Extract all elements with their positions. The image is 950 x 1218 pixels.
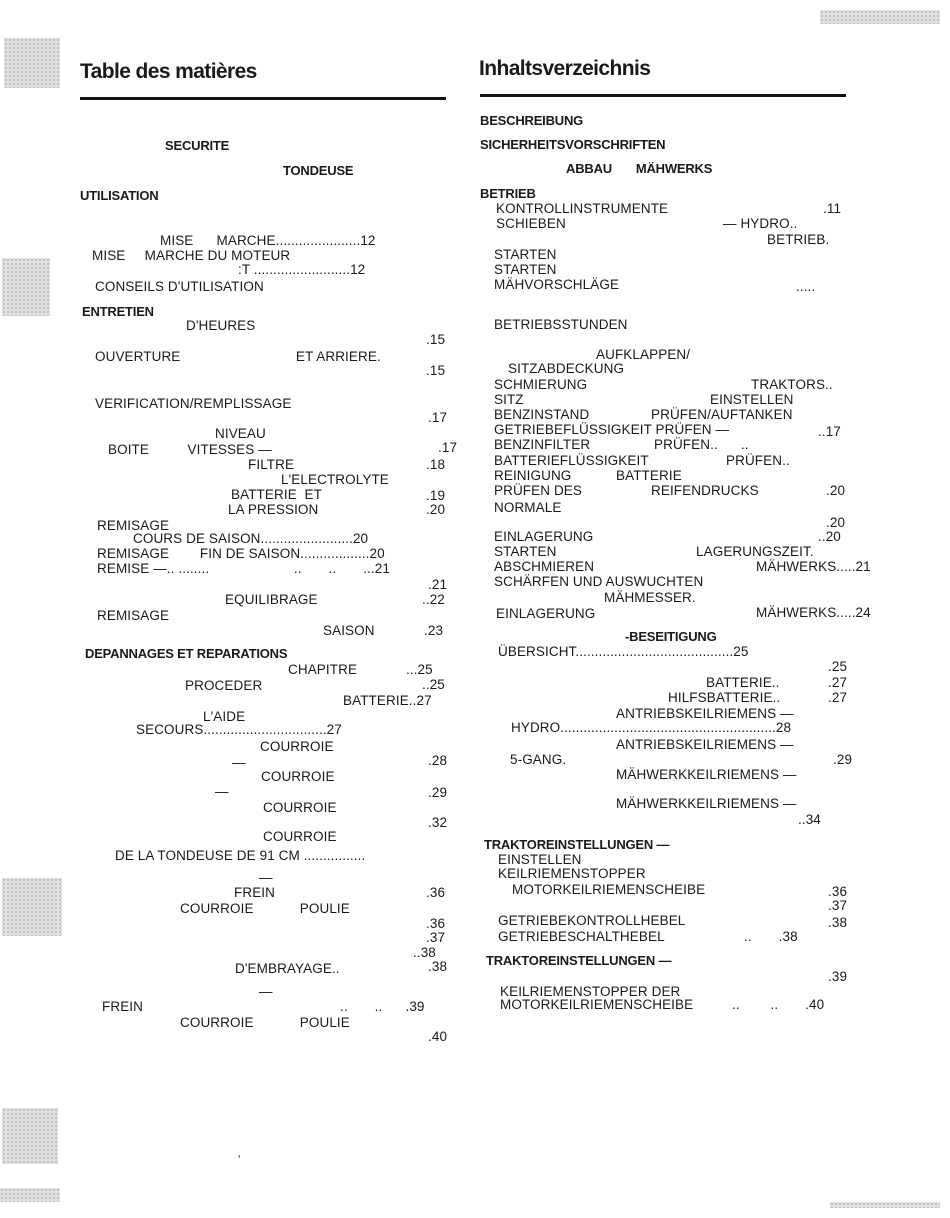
toc-line: .37: [828, 898, 848, 913]
toc-line: NORMALE: [494, 500, 562, 515]
toc-line: .32: [428, 815, 448, 830]
toc-line: —: [215, 784, 229, 799]
toc-line: KEILRIEMENSTOPPER DER: [500, 984, 681, 999]
toc-line: REMISAGE: [97, 608, 170, 623]
toc-line: .18: [426, 457, 446, 472]
toc-line: STARTEN: [494, 262, 557, 277]
toc-line: .17: [428, 410, 448, 425]
toc-line: ..20: [818, 529, 841, 544]
toc-line: SITZABDECKUNG: [508, 361, 625, 376]
toc-line: BATTERIE: [616, 468, 682, 483]
toc-line: SECURITE: [165, 138, 230, 153]
toc-line: TRAKTORS..: [751, 377, 833, 392]
toc-line: PRÜFEN DES: [494, 483, 583, 498]
toc-line: .38: [828, 915, 848, 930]
toc-line: EQUILIBRAGE: [225, 592, 318, 607]
toc-line: SITZ: [494, 392, 524, 407]
toc-line: TRAKTOREINSTELLUNGEN —: [484, 837, 670, 852]
toc-line: REINIGUNG: [494, 468, 572, 483]
toc-line: COURROIE POULIE: [180, 901, 350, 916]
toc-line: EINLAGERUNG: [496, 606, 596, 621]
toc-line: L'ELECTROLYTE: [281, 472, 389, 487]
toc-line: MISE MARCHE DU MOTEUR: [92, 248, 291, 263]
toc-line: UTILISATION: [80, 188, 159, 203]
stray-scan-mark: ': [238, 1152, 241, 1167]
french-toc-column: [0, 0, 470, 1218]
toc-line: ANTRIEBSKEILRIEMENS —: [616, 737, 794, 752]
toc-line: SCHIEBEN: [496, 216, 566, 231]
toc-line: MÄHVORSCHLÄGE: [494, 277, 620, 292]
toc-line: ..38: [413, 945, 436, 960]
toc-line: .36: [426, 916, 446, 931]
toc-line: VERIFICATION/REMPLISSAGE: [95, 396, 292, 411]
toc-line: DE LA TONDEUSE DE 91 CM ................: [115, 848, 366, 863]
toc-line: ...25: [406, 662, 433, 677]
toc-line: OUVERTURE ET ARRIERE.: [95, 349, 381, 364]
toc-line: MOTORKEILRIEMENSCHEIBE: [512, 882, 706, 897]
toc-line: — HYDRO..: [723, 216, 798, 231]
toc-line: GETRIEBEFLÜSSIGKEIT PRÜFEN —: [494, 422, 730, 437]
toc-line: .. .. .40: [732, 997, 825, 1012]
toc-line: TRAKTOREINSTELLUNGEN —: [486, 953, 672, 968]
toc-line: COURROIE: [263, 829, 337, 844]
toc-line: COURROIE: [260, 739, 334, 754]
toc-line: .27: [828, 675, 848, 690]
toc-line: ENTRETIEN: [82, 304, 154, 319]
toc-line: HILFSBATTERIE..: [668, 690, 781, 705]
toc-line: REMISAGE FIN DE SAISON..................20: [97, 546, 385, 561]
toc-line: MÄHMESSER.: [604, 590, 696, 605]
toc-line: .. .. .39: [340, 999, 425, 1014]
toc-line: SAISON: [323, 623, 375, 638]
toc-line: ..22: [422, 592, 445, 607]
toc-line: NIVEAU: [215, 426, 266, 441]
toc-line: .29: [833, 752, 853, 767]
toc-line: .40: [428, 1029, 448, 1044]
toc-line: MÄHWERKS.....21: [756, 559, 871, 574]
toc-line: :T .........................12: [238, 262, 366, 277]
toc-line: ÜBERSICHT.........................................25: [498, 644, 749, 659]
toc-line: GETRIEBESCHALTHEBEL: [498, 929, 665, 944]
toc-line: —: [232, 755, 246, 770]
toc-line: .37: [426, 930, 446, 945]
toc-line: .39: [828, 969, 848, 984]
toc-line: .15: [426, 363, 446, 378]
toc-line: SCHMIERUNG: [494, 377, 588, 392]
toc-line: .15: [426, 332, 446, 347]
toc-line: COURROIE: [263, 800, 337, 815]
toc-line: SICHERHEITSVORSCHRIFTEN: [480, 137, 666, 152]
toc-line: BETRIEB: [480, 186, 536, 201]
toc-line: KEILRIEMENSTOPPER: [498, 866, 646, 881]
toc-line: REMISE —.. ........ .. .. ...21: [97, 561, 390, 576]
toc-line: MÄHWERKKEILRIEMENS —: [616, 767, 797, 782]
toc-line: PRÜFEN.. ..: [654, 437, 749, 452]
toc-line: STARTEN: [494, 544, 557, 559]
toc-line: BATTERIE..: [706, 675, 780, 690]
toc-line: MOTORKEILRIEMENSCHEIBE: [500, 997, 694, 1012]
toc-line: PRÜFEN..: [726, 453, 790, 468]
french-title-rule: [80, 97, 446, 100]
toc-line: .19: [426, 488, 446, 503]
toc-line: MISE MARCHE......................12: [160, 233, 376, 248]
toc-line: LAGERUNGSZEIT.: [696, 544, 814, 559]
toc-line: SCHÄRFEN UND AUSWUCHTEN: [494, 574, 704, 589]
toc-line: L'AIDE: [203, 709, 246, 724]
toc-line: COURROIE: [261, 769, 335, 784]
toc-line: BENZINFILTER: [494, 437, 591, 452]
toc-line: MÄHWERKKEILRIEMENS —: [616, 796, 797, 811]
toc-line: —: [259, 870, 273, 885]
toc-line: D'EMBRAYAGE..: [235, 961, 340, 976]
toc-line: BENZINSTAND: [494, 407, 590, 422]
toc-line: GETRIEBEKONTROLLHEBEL: [498, 913, 686, 928]
toc-line: REMISAGE: [97, 518, 170, 533]
toc-line: FREIN: [102, 999, 143, 1014]
toc-line: BATTERIE..27: [343, 693, 432, 708]
toc-line: BATTERIEFLÜSSIGKEIT: [494, 453, 649, 468]
toc-line: BETRIEBSSTUNDEN: [494, 317, 628, 332]
toc-line: BATTERIE ET: [231, 487, 322, 502]
toc-line: 5-GANG.: [510, 752, 567, 767]
toc-line: .17: [438, 440, 458, 455]
toc-line: EINLAGERUNG: [494, 529, 594, 544]
toc-line: REIFENDRUCKS: [651, 483, 759, 498]
toc-line: PRÜFEN/AUFTANKEN: [651, 407, 793, 422]
toc-line: —: [259, 984, 273, 999]
toc-line: EINSTELLEN: [710, 392, 794, 407]
toc-line: .20: [826, 483, 846, 498]
toc-line: HYDRO........................................................28: [511, 720, 792, 735]
toc-line: .38: [428, 959, 448, 974]
toc-line: COURS DE SAISON........................20: [133, 531, 369, 546]
toc-line: PROCEDER: [185, 678, 263, 693]
toc-line: ..25: [422, 677, 445, 692]
toc-line: ABBAU MÄHWERKS: [566, 161, 713, 176]
toc-line: .36: [426, 885, 446, 900]
toc-line: .21: [428, 577, 448, 592]
toc-line: .. .38: [744, 929, 798, 944]
toc-line: BOITE VITESSES —: [108, 442, 272, 457]
german-title-rule: [480, 94, 846, 97]
toc-line: .23: [424, 623, 444, 638]
toc-line: D'HEURES: [186, 318, 256, 333]
toc-line: .20: [426, 502, 446, 517]
toc-line: COURROIE POULIE: [180, 1015, 350, 1030]
toc-line: BETRIEB.: [767, 232, 830, 247]
toc-line: .27: [828, 690, 848, 705]
toc-line: FILTRE: [248, 457, 295, 472]
toc-line: FREIN: [234, 885, 275, 900]
german-toc-column: [470, 0, 950, 1218]
toc-line: EINSTELLEN: [498, 852, 582, 867]
toc-line: ..34: [798, 812, 821, 827]
toc-line: .36: [828, 884, 848, 899]
toc-line: LA PRESSION: [228, 502, 319, 517]
toc-line: ..17: [818, 424, 841, 439]
toc-line: -BESEITIGUNG: [625, 629, 717, 644]
toc-line: .20: [826, 515, 846, 530]
toc-line: .....: [796, 279, 816, 294]
french-toc-title: Table des matières: [80, 60, 257, 83]
toc-line: ANTRIEBSKEILRIEMENS —: [616, 706, 794, 721]
toc-line: CONSEILS D'UTILISATION: [95, 279, 264, 294]
toc-line: KONTROLLINSTRUMENTE: [496, 201, 669, 216]
toc-line: CHAPITRE: [288, 662, 358, 677]
toc-line: .25: [828, 659, 848, 674]
german-toc-title: Inhaltsverzeichnis: [479, 57, 651, 80]
toc-line: MÄHWERKS.....24: [756, 605, 871, 620]
toc-line: SECOURS................................27: [136, 722, 342, 737]
toc-line: AUFKLAPPEN/: [596, 347, 691, 362]
toc-line: .28: [428, 753, 448, 768]
toc-line: DEPANNAGES ET REPARATIONS: [85, 646, 288, 661]
toc-line: STARTEN: [494, 247, 557, 262]
toc-line: .29: [428, 785, 448, 800]
toc-line: ABSCHMIEREN: [494, 559, 595, 574]
toc-line: BESCHREIBUNG: [480, 113, 584, 128]
toc-line: TONDEUSE: [283, 163, 354, 178]
toc-line: .11: [823, 201, 842, 216]
